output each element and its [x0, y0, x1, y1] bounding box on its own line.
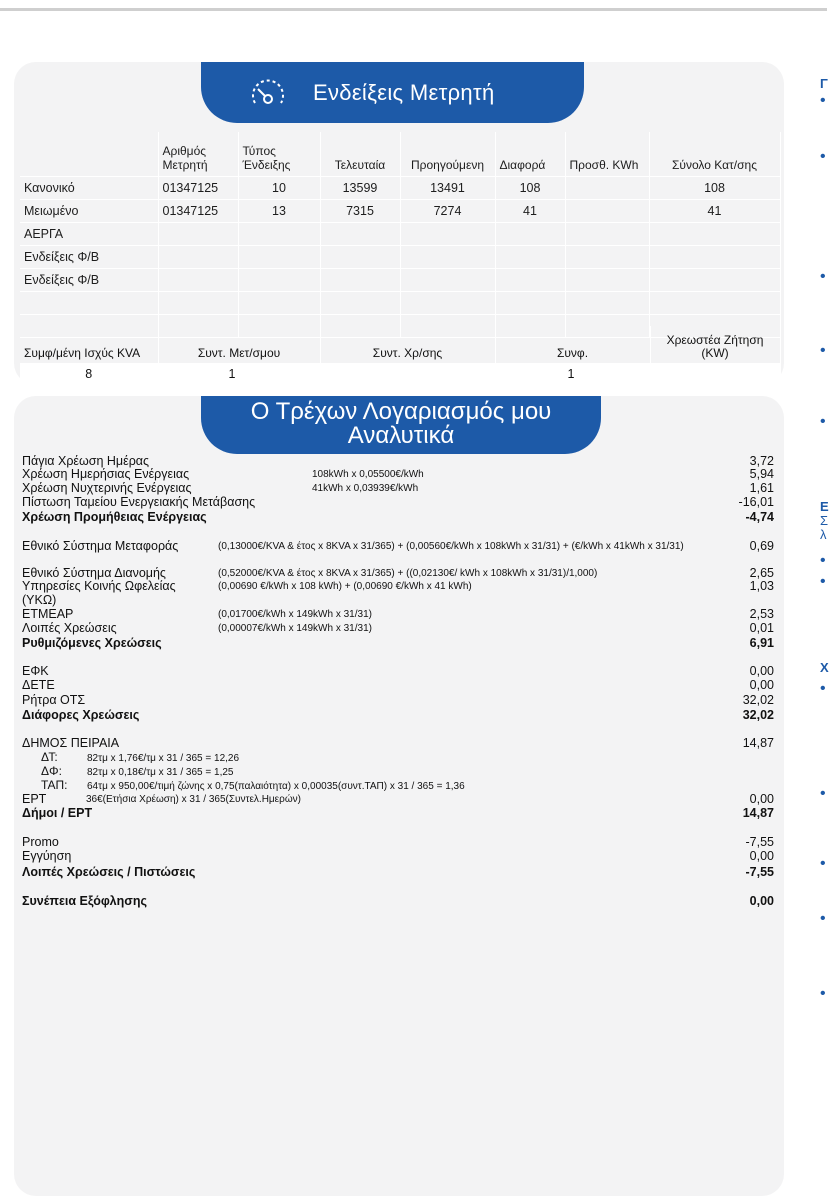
table-cell: [565, 200, 649, 223]
line-amount: 0,00: [749, 664, 774, 678]
header-cell: Τελευταία: [320, 132, 400, 177]
subtotal-label: Ρυθμιζόμενες Χρεώσεις: [22, 636, 162, 650]
contract-table: [20, 326, 781, 385]
line-calculation: (0,01700€/kWh x 149kWh x 31/31): [218, 609, 372, 620]
line-label: ΔΗΜΟΣ ΠΕΙΡΑΙΑ: [22, 736, 120, 750]
meter-readings-banner: [201, 62, 584, 123]
subtotal-amount: -7,55: [745, 865, 774, 879]
line-amount: 0,69: [749, 539, 774, 553]
table-row: [20, 292, 780, 315]
table-cell: [320, 363, 495, 385]
header-cell: Συνφ.: [495, 326, 650, 363]
table-cell: 01347125: [158, 177, 238, 200]
row-label: Μειωμένο: [20, 200, 158, 223]
line-calculation: 82τμ x 0,18€/τμ x 31 / 365 = 1,25: [87, 767, 234, 778]
header-cell: Προηγούμενη: [400, 132, 495, 177]
row-label: Ενδείξεις Φ/Β: [20, 269, 158, 292]
header-cell: Προσθ. KWh: [565, 132, 649, 177]
line-amount: 1,03: [749, 579, 774, 593]
table-cell: 41: [649, 200, 780, 223]
header-cell: Διαφορά: [495, 132, 565, 177]
line-calculation: 82τμ x 1,76€/τμ x 31 / 365 = 12,26: [87, 753, 240, 764]
line-amount: 1,61: [749, 481, 774, 495]
right-text: Σ: [820, 513, 829, 528]
table-row: [20, 269, 780, 292]
table-cell: 7274: [400, 200, 495, 223]
line-amount: 32,02: [742, 693, 774, 707]
meter-table: [20, 132, 781, 338]
line-amount: 2,65: [749, 566, 774, 580]
header-cell: Τύπος Ένδειξης: [238, 132, 320, 177]
line-label: Πάγια Χρέωση Ημέρας: [22, 454, 150, 468]
line-label: Υπηρεσίες Κοινής Ωφελείας: [22, 579, 176, 593]
table-row: [20, 177, 780, 200]
line-label: Εθνικό Σύστημα Μεταφοράς: [22, 539, 179, 553]
right-heading: Γ: [820, 76, 828, 91]
row-label: Κανονικό: [20, 177, 158, 200]
table-cell: 10: [238, 177, 320, 200]
line-label: Εθνικό Σύστημα Διανομής: [22, 566, 166, 580]
table-row: [20, 246, 780, 269]
table-cell: 13599: [320, 177, 400, 200]
line-label: Λοιπές Χρεώσεις: [22, 621, 117, 635]
gauge-icon: [249, 77, 287, 111]
table-cell: 01347125: [158, 200, 238, 223]
right-bullet: •: [820, 680, 826, 697]
line-amount: 3,72: [749, 454, 774, 468]
row-label: ΑΕΡΓΑ: [20, 223, 158, 246]
line-label: ΤΑΠ:: [41, 778, 68, 792]
line-calculation: 36€(Ετήσια Χρέωση) x 31 / 365(Συντελ.Ημερών): [86, 794, 301, 805]
meter-readings-title: Ενδείξεις Μετρητή: [313, 80, 495, 105]
line-amount: 0,01: [749, 621, 774, 635]
right-bullet: •: [820, 573, 826, 590]
line-amount: 14,87: [742, 736, 774, 750]
line-label: Πίστωση Ταμείου Ενεργειακής Μετάβασης: [22, 495, 256, 509]
line-label: ΕΦΚ: [22, 664, 49, 678]
right-bullet: •: [820, 855, 826, 872]
right-bullet: •: [820, 148, 826, 165]
top-divider: [0, 8, 827, 11]
table-cell: [565, 177, 649, 200]
table-row: [20, 223, 780, 246]
line-amount: -16,01: [738, 495, 774, 509]
line-amount: 0,00: [749, 678, 774, 692]
line-label: Χρέωση Ημερήσιας Ενέργειας: [22, 467, 190, 481]
table-cell: 41: [495, 200, 565, 223]
right-bullet: •: [820, 413, 826, 430]
right-heading: Ε: [820, 499, 829, 514]
header-cell: [20, 132, 158, 177]
table-cell: 13491: [400, 177, 495, 200]
line-label: Ρήτρα ΟΤΣ: [22, 693, 86, 707]
right-bullet: •: [820, 910, 826, 927]
line-calculation: 64τμ x 950,00€/τιμή ζώνης x 0,75(παλαιότητα) x 0,00035(συντ.ΤΑΠ) x 31 / 365 = 1,36: [87, 781, 465, 792]
line-label: Promo: [22, 835, 59, 849]
subtotal-label: Διάφορες Χρεώσεις: [22, 708, 140, 722]
subtotal-amount: 14,87: [742, 806, 774, 820]
account-analysis-banner: [201, 396, 601, 454]
subtotal-amount: 0,00: [749, 894, 774, 908]
subtotal-label: Λοιπές Χρεώσεις / Πιστώσεις: [22, 865, 196, 879]
right-bullet: •: [820, 268, 826, 285]
right-bullet: •: [820, 785, 826, 802]
header-cell: Χρεωστέα Ζήτηση (KW): [650, 326, 780, 363]
table-cell: 1: [158, 363, 320, 385]
table-cell: 7315: [320, 200, 400, 223]
header-cell: Σύνολο Κατ/σης: [649, 132, 780, 177]
account-title-line2: Αναλυτικά: [347, 422, 455, 449]
header-cell: Συντ. Χρ/σης: [320, 326, 495, 363]
table-cell: 108: [649, 177, 780, 200]
line-label: Χρέωση Νυχτερινής Ενέργειας: [22, 481, 192, 495]
account-title-line1: Ο Τρέχων Λογαριασμός μου: [250, 398, 552, 425]
row-label: Ενδείξεις Φ/Β: [20, 246, 158, 269]
meter-readings-card: [14, 62, 784, 385]
subtotal-label: Συνέπεια Εξόφλησης: [22, 894, 147, 908]
subtotal-label: Δήμοι / ΕΡΤ: [22, 806, 93, 820]
line-label: (ΥΚΩ): [22, 593, 57, 607]
right-bullet: •: [820, 985, 826, 1002]
right-text: λ: [820, 527, 827, 542]
line-calculation: 41kWh x 0,03939€/kWh: [312, 483, 419, 494]
right-bullet: •: [820, 92, 826, 109]
contract-table-header: [20, 326, 780, 363]
line-label: ΕΤΜΕΑΡ: [22, 607, 74, 621]
table-cell: 1: [495, 363, 650, 385]
table-cell: 13: [238, 200, 320, 223]
table-cell: 8: [20, 363, 158, 385]
subtotal-amount: 32,02: [742, 708, 774, 722]
line-amount: 0,00: [749, 849, 774, 863]
line-label: ΔΦ:: [41, 764, 62, 778]
line-label: ΕΡΤ: [22, 792, 47, 806]
line-calculation: 108kWh x 0,05500€/kWh: [312, 469, 424, 480]
header-cell: Συντ. Μετ/σμου: [158, 326, 320, 363]
right-heading: Χ: [820, 660, 829, 675]
line-label: ΔΕΤΕ: [22, 678, 55, 692]
line-amount: 2,53: [749, 607, 774, 621]
line-amount: 0,00: [749, 792, 774, 806]
table-cell: [650, 363, 780, 385]
line-label: Εγγύηση: [22, 849, 72, 863]
subtotal-label: Χρέωση Προμήθειας Ενέργειας: [22, 510, 207, 524]
line-amount: -7,55: [745, 835, 774, 849]
line-label: ΔΤ:: [41, 750, 58, 764]
subtotal-amount: 6,91: [749, 636, 774, 650]
header-cell: Συμφ/μένη Ισχύς KVA: [20, 326, 158, 363]
line-amount: 5,94: [749, 467, 774, 481]
right-bullet: •: [820, 552, 826, 569]
table-cell: 108: [495, 177, 565, 200]
header-cell: Αριθμός Μετρητή: [158, 132, 238, 177]
meter-table-header: [20, 132, 780, 177]
line-calculation: (0,13000€/KVA & έτος x 8KVA x 31/365) + (0,00560€/kWh x 108kWh x 31/31) + (€/kWh x 41kWh x 31/31): [218, 541, 684, 552]
table-row: [20, 363, 780, 385]
line-calculation: (0,00690 €/kWh x 108 kWh) + (0,00690 €/kWh x 41 kWh): [218, 581, 472, 592]
right-bullet: •: [820, 342, 826, 359]
subtotal-amount: -4,74: [745, 510, 774, 524]
table-row: [20, 200, 780, 223]
line-calculation: (0,00007€/kWh x 149kWh x 31/31): [218, 623, 372, 634]
line-calculation: (0,52000€/KVA & έτος x 8KVA x 31/365) + ((0,02130€/ kWh x 108kWh x 31/31)/1,000): [218, 568, 598, 579]
